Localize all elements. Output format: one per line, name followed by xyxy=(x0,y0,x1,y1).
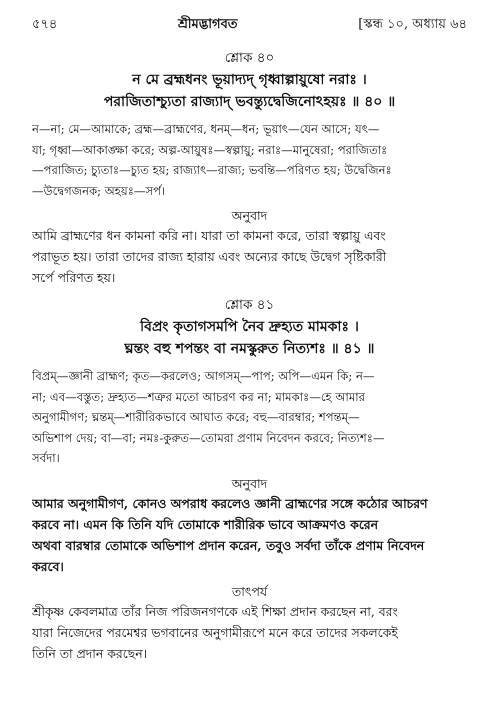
synonym-line: বিপ্রম্—জ্ঞানী ব্রাহ্মণ; কৃত—করলেও; আগসম্—পাপ; অপি—এমন কি; ন— xyxy=(32,369,375,383)
verse-41-translation-title: অনুবাদ xyxy=(231,475,268,491)
verse-40-translation-title: অনুবাদ xyxy=(231,208,268,223)
verse-41-label: শ্লোক ৪১ xyxy=(224,297,275,313)
translation-line: করবে না। এমন কি তিনি যদি তোমাকে শারীরিক ভাবে আক্রমণও করেন xyxy=(32,516,379,532)
purport-line: যারা নিজেদের পরমেশ্বর ভগবানের অনুগামীরূপে মনে করে তাদের সকলকেই xyxy=(32,624,398,640)
synonym-line: —উদ্বেগজনক; অহয়ঃ—সর্প। xyxy=(32,183,166,198)
verse-41-translation xyxy=(32,493,467,577)
verse-41-purport-title: তাৎপর্য xyxy=(231,583,268,599)
translation-line: অথবা বারম্বার তোমাকে অভিশাপ প্রদান করেন, তবুও সর্বদা তাঁকে প্রণাম নিবেদন xyxy=(32,537,425,553)
verse-41-synonyms xyxy=(32,366,467,469)
verse-41-purport xyxy=(32,601,467,664)
verse-40-synonyms xyxy=(32,119,467,201)
translation-line: আমি ব্রাহ্মণের ধন কামনা করি না। যারা তা কামনা করে, তারা স্বল্পায়ু এবং xyxy=(32,228,386,243)
chapter-reference: [স্কন্ধ ১০, অধ্যায় ৬৪ xyxy=(358,17,467,32)
verse-41-line-1: বিপ্রং কৃতাগসমপি নৈব দ্রুহ্যত মামকাঃ । xyxy=(140,319,359,335)
synonym-line: না; এব—বস্তুত; দ্রুহ্যত—শত্রুর মতো আচরণ কর না; মামকাঃ—হে আমার xyxy=(32,389,366,404)
translation-line: করবে। xyxy=(32,558,64,574)
verse-41-line-2: ঘ্নন্তং বহু শপন্তং বা নমস্কুরুত নিত্যশঃ ॥ ৪১ ॥ xyxy=(124,341,375,357)
synonym-line: অনুগামীগণ; ঘ্নন্তম্—শারীরিকভাবে আঘাত করে; বহু—বারম্বার; শপন্তম্— xyxy=(32,410,360,424)
verse-40-line-2: পরাজিতাশ্চ্যুতা রাজ্যাদ্ ভবন্ত্যুদ্বেজিনোঽহয়ঃ ॥ ৪০ ॥ xyxy=(103,94,396,110)
translation-line: সর্পে পরিণত হয়। xyxy=(32,270,116,285)
purport-line: তিনি তা প্রদান করছেন। xyxy=(32,645,148,661)
synonym-line: —পরাজিত; চ্যুতাঃ—চ্যুত হয়; রাজ্যাৎ—রাজ্য; ভবন্তি—পরিণত হয়; উদ্বেজিনঃ xyxy=(32,163,392,177)
verse-40-translation xyxy=(32,225,467,288)
page-header xyxy=(32,0,467,41)
synonym-line: সর্বদা। xyxy=(32,451,60,465)
verse-40-line-1: ন মে ব্রহ্মধনং ভূয়াদ্যদ্ গৃধ্বাল্পায়ুষো নরাঃ । xyxy=(132,72,367,88)
translation-line: পরাভূত হয়। তারা তাদের রাজ্য হারায় এবং অন্যের কাছে উদ্বেগ সৃষ্টিকারী xyxy=(32,249,387,264)
synonym-line: ন—না; মে—আমাকে; ব্রহ্ম—ব্রাহ্মণের, ধনম্—ধন; ভূয়াৎ—যেন আসে; যৎ— xyxy=(32,122,380,136)
book-title: শ্রীমদ্ভাগবত xyxy=(177,17,238,32)
translation-line: আমার অনুগামীগণ, কোনও অপরাধ করলেও জ্ঞানী ব্রাহ্মণের সঙ্গে কঠোর আচরণ xyxy=(32,495,428,511)
synonym-line: অভিশাপ দেয়; বা—বা; নমঃ-কুরুত—তোমরা প্রণাম নিবেদন করবে; নিত্যশঃ— xyxy=(32,430,385,445)
verse-40-label: শ্লোক ৪০ xyxy=(224,50,275,66)
page-number: ৫৭৪ xyxy=(32,17,58,32)
synonym-line: যা; গৃধ্বা—আকাঙ্ক্ষা করে; অল্প-আয়ুষঃ—স্বল্পায়ু; নরাঃ—মানুষেরা; পরাজিতাঃ xyxy=(32,142,388,157)
purport-line: শ্রীকৃষ্ণ কেবলমাত্র তাঁর নিজ পরিজনগণকে এই শিক্ষা প্রদান করছেন না, বরং xyxy=(32,603,398,619)
